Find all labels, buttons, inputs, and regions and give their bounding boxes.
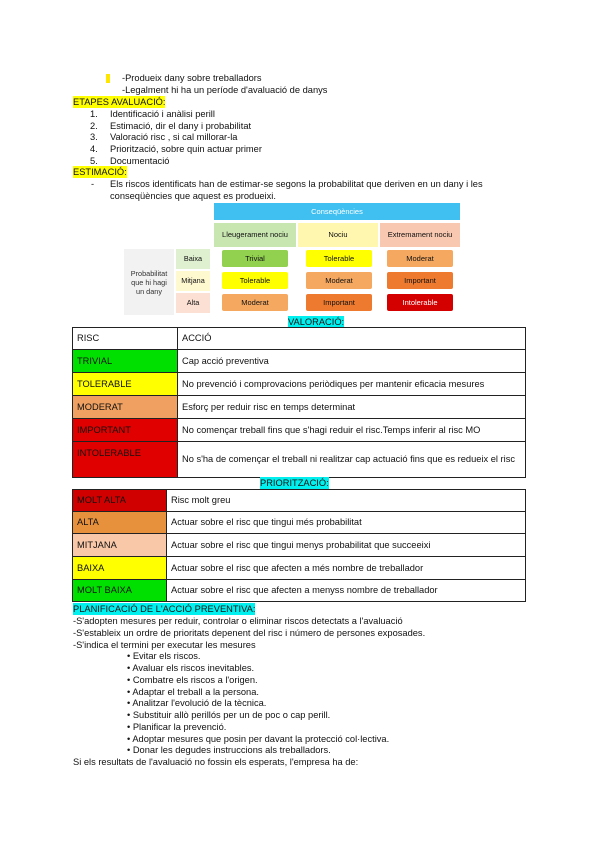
matrix-col-label: Extremament nociu <box>387 230 453 239</box>
table-row <box>73 534 526 557</box>
estimacio-line-1: Els riscos identificats han de estimar-se segons la probabilitat que deriven en un dany i les <box>110 179 483 189</box>
table-row <box>73 490 526 512</box>
matrix-col-label: Nociu <box>328 230 348 239</box>
nivell-cell: MOLT BAIXA <box>73 580 167 602</box>
risc-cell: TOLERABLE <box>73 373 178 396</box>
accio-cell: Cap acció preventiva <box>178 350 526 373</box>
table-row <box>73 373 526 396</box>
matrix-row-mitjana: Mitjana <box>176 271 210 291</box>
etapes-item-3: Valoració risc , si cal millorar-la <box>110 132 238 142</box>
matrix-row-baixa: Baixa <box>176 249 210 269</box>
prioritat-text-cell: Actuar sobre el risc que tingui més probabilitat <box>167 512 526 534</box>
bullet-item: • Evitar els riscos. <box>127 651 201 661</box>
matrix-header: Conseqüències <box>214 203 460 220</box>
bullet-item: • Donar les degudes instruccions als treballadors. <box>127 745 331 755</box>
planificacio-line-2: -S'estableix un ordre de prioritats depenent del risc i número de persones exposades. <box>73 628 426 638</box>
risc-cell: IMPORTANT <box>73 419 178 442</box>
etapes-item-1: Identificació i anàlisi perill <box>110 109 215 119</box>
nivell-cell: BAIXA <box>73 557 167 580</box>
bullet-item: • Combatre els riscos a l'origen. <box>127 675 258 685</box>
bullet-item: • Substituir allò perillós per un de poc o cap perill. <box>127 710 331 720</box>
valoracio-table <box>72 327 526 478</box>
matrix-cell: Important <box>306 294 372 311</box>
risc-cell: TRIVIAL <box>73 350 178 373</box>
planificacio-line-3: -S'indica el termini per executar les mesures <box>73 640 256 650</box>
estimacio-dash: - <box>91 179 95 189</box>
matrix-col-label: Lleugerament nociu <box>222 230 288 239</box>
accio-cell: No s'ha de començar el treball ni realitzar cap actuació fins que es redueix el risc <box>178 442 526 478</box>
matrix-cell: Moderat <box>387 250 453 267</box>
bullet-item: • Avaluar els riscos inevitables. <box>127 663 255 673</box>
table-row <box>73 396 526 419</box>
table-row <box>73 557 526 580</box>
estimacio-heading: ESTIMACIÓ: <box>73 167 127 177</box>
table-row <box>73 350 526 373</box>
table-header-risc: RISC <box>73 328 178 350</box>
prioritat-text-cell: Actuar sobre el risc que afecten a més nombre de treballador <box>167 557 526 580</box>
matrix-side-label <box>124 249 174 315</box>
matrix-col-lleugerament <box>214 223 296 247</box>
etapes-num-5: 5. <box>90 156 98 166</box>
matrix-cell: Moderat <box>222 294 288 311</box>
matrix-cell: Tolerable <box>222 272 288 289</box>
matrix-cell: Important <box>387 272 453 289</box>
nivell-cell: MOLT ALTA <box>73 490 167 512</box>
valoracio-heading: VALORACIÓ: <box>288 317 345 327</box>
etapes-num-3: 3. <box>90 132 98 142</box>
revision-mark <box>106 74 110 83</box>
prioritat-text-cell: Risc molt greu <box>167 490 526 512</box>
intro-line-1: -Produeix dany sobre treballadors <box>122 73 262 83</box>
nivell-cell: ALTA <box>73 512 167 534</box>
bullet-item: • Adaptar el treball a la persona. <box>127 687 259 697</box>
nivell-cell: MITJANA <box>73 534 167 557</box>
bullet-item: • Planificar la prevenció. <box>127 722 227 732</box>
planificacio-heading: PLANIFICACIÓ DE L'ACCIÓ PREVENTIVA: <box>73 604 256 614</box>
accio-cell: Esforç per reduir risc en temps determinat <box>178 396 526 419</box>
etapes-heading: ETAPES AVALUACIÓ: <box>73 97 166 107</box>
matrix-cell: Intolerable <box>387 294 453 311</box>
table-row <box>73 419 526 442</box>
etapes-item-4: Priorització, sobre quin actuar primer <box>110 144 262 154</box>
bullet-item: • Adoptar mesures que posin per davant la protecció col·lectiva. <box>127 734 390 744</box>
matrix-col-nociu <box>298 223 378 247</box>
risc-cell: MODERAT <box>73 396 178 419</box>
matrix-side-text: Probabilitat que hi hagi un dany <box>130 268 168 296</box>
prioritat-text-cell: Actuar sobre el risc que tingui menys probabilitat que succeeixi <box>167 534 526 557</box>
etapes-item-5: Documentació <box>110 156 170 166</box>
planificacio-final: Si els resultats de l'avaluació no fossin els esperats, l'empresa ha de: <box>73 757 359 767</box>
matrix-cell: Trivial <box>222 250 288 267</box>
etapes-item-2: Estimació, dir el dany i probabilitat <box>110 121 252 131</box>
intro-line-2: -Legalment hi ha un període d'avaluació de danys <box>122 85 328 95</box>
matrix-cell: Moderat <box>306 272 372 289</box>
matrix-row-alta: Alta <box>176 293 210 313</box>
prioritzacio-heading: PRIORITZACIÓ: <box>260 478 329 488</box>
table-row <box>73 512 526 534</box>
table-row <box>73 580 526 602</box>
prioritat-text-cell: Actuar sobre el risc que afecten a menyss nombre de treballador <box>167 580 526 602</box>
etapes-num-4: 4. <box>90 144 98 154</box>
table-row <box>73 442 526 478</box>
table-header-accio: ACCIÓ <box>178 328 526 350</box>
estimacio-line-2: conseqüències que aquest es produeixi. <box>110 191 276 201</box>
accio-cell: No prevenció i comprovacions periòdiques per mantenir eficacia mesures <box>178 373 526 396</box>
matrix-col-extremament <box>380 223 460 247</box>
etapes-num-1: 1. <box>90 109 98 119</box>
matrix-cell: Tolerable <box>306 250 372 267</box>
prioritzacio-table <box>72 489 526 602</box>
planificacio-line-1: -S'adopten mesures per reduir, controlar o eliminar riscos detectats a l'avaluació <box>73 616 403 626</box>
risc-cell: INTOLERABLE <box>73 442 178 478</box>
table-header-row <box>73 328 526 350</box>
etapes-num-2: 2. <box>90 121 98 131</box>
accio-cell: No començar treball fins que s'hagi reduir el risc.Temps inferir al risc MO <box>178 419 526 442</box>
bullet-item: • Analitzar l'evolució de la tècnica. <box>127 698 267 708</box>
